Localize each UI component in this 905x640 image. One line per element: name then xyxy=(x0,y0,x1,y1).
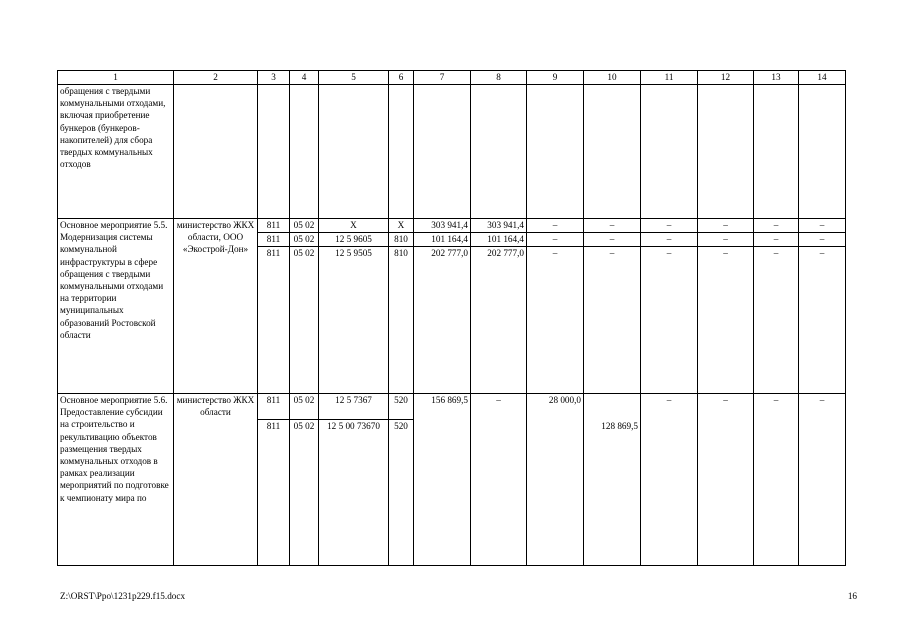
document-path: Z:\ORST\Ppo\1231p229.f15.docx xyxy=(60,591,186,601)
grbs-cell: 811 xyxy=(258,247,290,394)
year-cell: – xyxy=(641,247,698,394)
header-row xyxy=(58,71,846,85)
total-cell: 202 777,0 xyxy=(414,247,471,394)
total-cell: 101 164,4 xyxy=(414,233,471,247)
vr-cell: Х xyxy=(389,219,414,233)
header-cell: 12 xyxy=(698,71,754,85)
year-cell: – xyxy=(641,219,698,233)
rz-cell: 05 02 xyxy=(290,247,319,394)
header-cell: 11 xyxy=(641,71,698,85)
year-cell: – xyxy=(584,219,641,233)
csr-cell: Х xyxy=(319,219,389,233)
year-cell: – xyxy=(799,219,846,233)
rz-cell: 05 02 xyxy=(290,219,319,233)
grbs-cell: 811 xyxy=(258,219,290,233)
csr-cell: 12 5 9505 xyxy=(319,247,389,394)
measure-name-cell: Основное мероприятие 5.5. Модернизация системы коммунальной инфраструктуры в сфере обращения с твердыми коммунальными отходами на территории муниципальных образований Ростовской области xyxy=(58,219,174,394)
vr-cell: 810 xyxy=(389,233,414,247)
year-cell: – xyxy=(754,219,799,233)
csr-cell: 12 5 9605 xyxy=(319,233,389,247)
executor-cell: министерство ЖКХ области xyxy=(174,394,258,566)
budget-table xyxy=(57,70,846,566)
year-cell: – xyxy=(799,247,846,394)
year-cell: – xyxy=(698,219,754,233)
rz-cell: 05 02 xyxy=(290,394,319,420)
year-cell xyxy=(584,394,641,566)
year-cell: – xyxy=(584,233,641,247)
header-cell: 1 xyxy=(58,71,174,85)
year-cell: 28 000,0 xyxy=(527,394,584,566)
year-cell: – xyxy=(471,394,527,566)
header-cell: 13 xyxy=(754,71,799,85)
page-number: 16 xyxy=(847,591,857,601)
header-cell: 3 xyxy=(258,71,290,85)
header-cell: 5 xyxy=(319,71,389,85)
year-value: 128 869,5 xyxy=(601,421,638,431)
table-row xyxy=(58,219,846,233)
total-cell: 156 869,5 xyxy=(414,394,471,566)
header-cell: 2 xyxy=(174,71,258,85)
grbs-cell: 811 xyxy=(258,394,290,420)
header-cell: 4 xyxy=(290,71,319,85)
year-cell: – xyxy=(698,247,754,394)
csr-cell: 12 5 7367 xyxy=(319,394,389,420)
year-cell: – xyxy=(584,247,641,394)
table-row xyxy=(58,85,846,219)
year-cell: – xyxy=(799,394,846,566)
rz-cell: 05 02 xyxy=(290,233,319,247)
header-cell: 6 xyxy=(389,71,414,85)
year-cell: – xyxy=(754,394,799,566)
vr-cell: 520 xyxy=(389,420,414,566)
year-cell: – xyxy=(754,247,799,394)
measure-name-cell: обращения с твердыми коммунальными отходами, включая приобретение бункеров (бункеров-накопителей) для сбора твердых коммунальных отходов xyxy=(58,85,174,219)
vr-cell: 810 xyxy=(389,247,414,394)
grbs-cell: 811 xyxy=(258,233,290,247)
year-cell: – xyxy=(698,394,754,566)
year-cell: – xyxy=(698,233,754,247)
rz-cell: 05 02 xyxy=(290,420,319,566)
year-cell: – xyxy=(641,394,698,566)
year-cell: – xyxy=(527,233,584,247)
header-cell: 9 xyxy=(527,71,584,85)
year-cell: – xyxy=(527,219,584,233)
header-cell: 10 xyxy=(584,71,641,85)
year-cell: – xyxy=(799,233,846,247)
table-row xyxy=(58,394,846,420)
header-cell: 14 xyxy=(799,71,846,85)
vr-cell: 520 xyxy=(389,394,414,420)
year-cell: 202 777,0 xyxy=(471,247,527,394)
year-cell: 303 941,4 xyxy=(471,219,527,233)
year-cell: – xyxy=(641,233,698,247)
header-cell: 8 xyxy=(471,71,527,85)
year-cell: – xyxy=(754,233,799,247)
grbs-cell: 811 xyxy=(258,420,290,566)
year-cell: 101 164,4 xyxy=(471,233,527,247)
header-cell: 7 xyxy=(414,71,471,85)
total-cell: 303 941,4 xyxy=(414,219,471,233)
year-cell: – xyxy=(527,247,584,394)
csr-cell: 12 5 00 73670 xyxy=(319,420,389,566)
executor-cell: министерство ЖКХ области, ООО «Экострой-Дон» xyxy=(174,219,258,394)
measure-name-cell: Основное мероприятие 5.6. Предоставление субсидии на строительство и рекультивацию объектов размещения твердых коммунальных отходов в рамках реализации мероприятий по подготовке к чемпионату мира по xyxy=(58,394,174,566)
